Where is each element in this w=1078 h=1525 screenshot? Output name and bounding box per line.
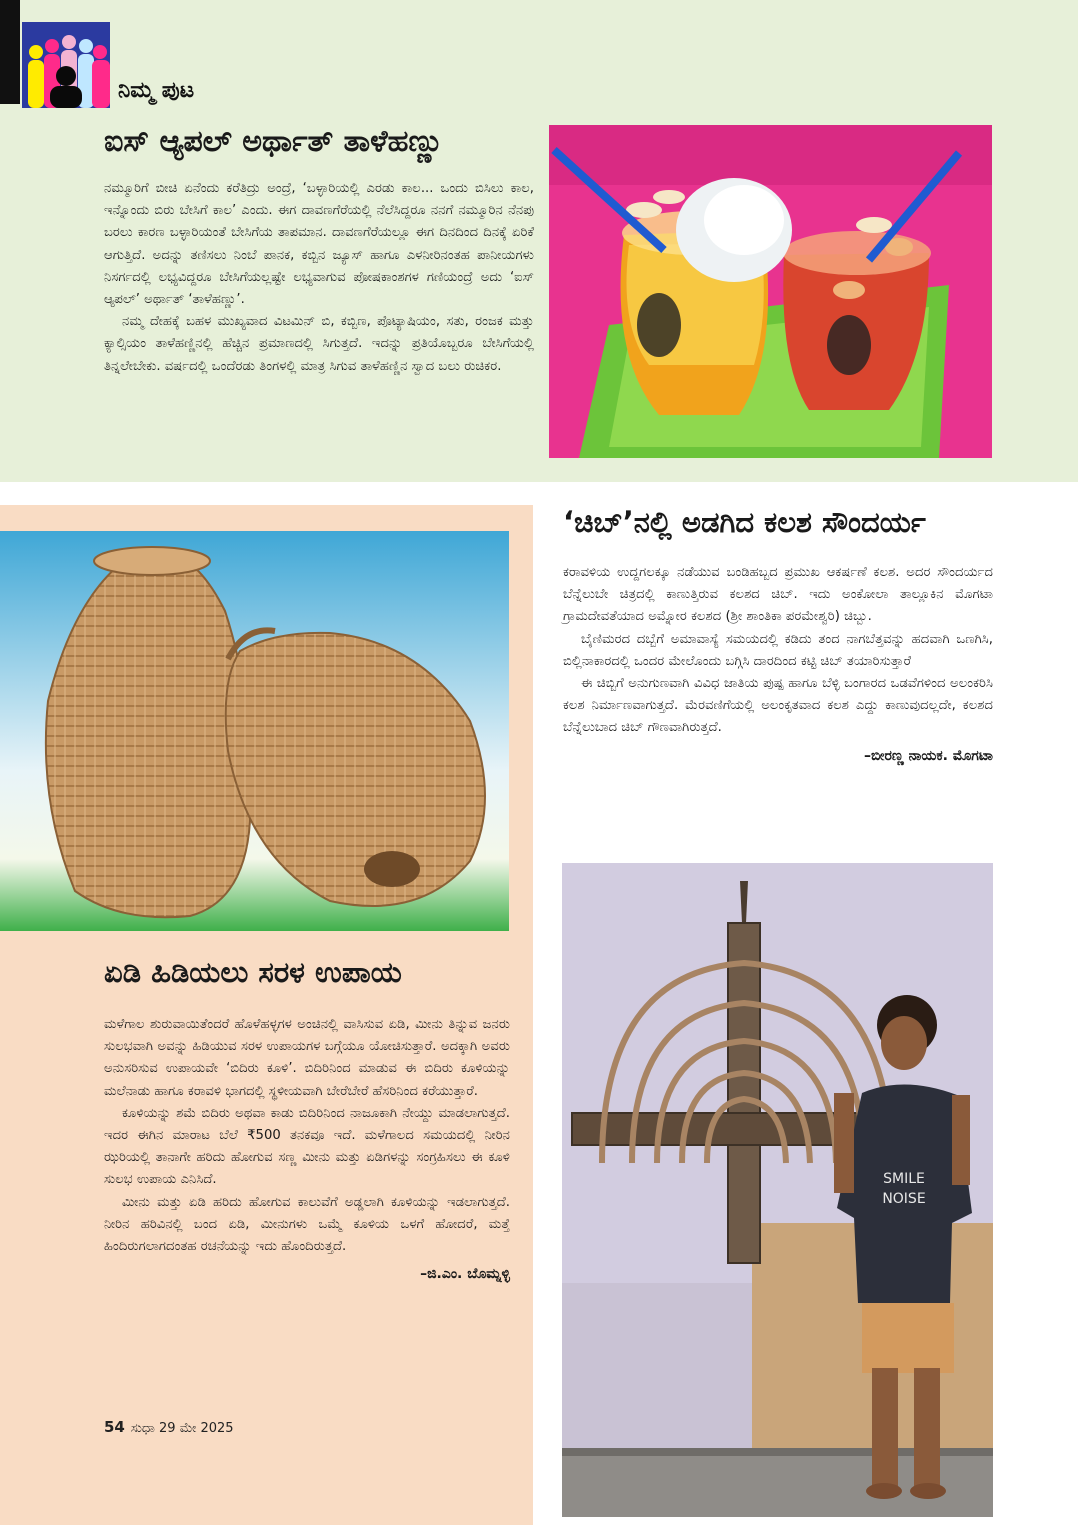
section-label: ನಿಮ್ಮ ಪುಟ xyxy=(118,78,195,103)
paragraph: ಕರಾವಳಿಯ ಉದ್ದಗಲಕ್ಕೂ ನಡೆಯುವ ಬಂಡಿಹಬ್ಬದ ಪ್ರಮುಖ ಆಕರ್ಷಣೆ ಕಲಶ. ಅದರ ಸೌಂದರ್ಯದ ಬೆನ್ನೆಲುಬೇ ಚಿತ್ರದಲ್ಲಿ ಕಾಣುತ್ತಿರುವ ಕಲಶದ ಚಿಬ್. ಇದು ಅಂಕೋಲಾ ತಾಲ್ಲೂಕಿನ ಮೊಗಟಾ ಗ್ರಾಮದೇವತೆಯಾದ ಅಮ್ನೋರ ಕಲಶದ (ಶ್ರೀ ಶಾಂತಿಕಾ ಪರಮೇಶ್ವರಿ) ಚಿಬ್ಬು. xyxy=(563,565,993,625)
paragraph: ಬೈಣಿಮರದ ದಬ್ಬೆಗೆ ಅಮಾವಾಸ್ಯೆ ಸಮಯದಲ್ಲಿ ಕಡಿದು ತಂದ ನಾಗಬೆತ್ತವನ್ನು ಹದವಾಗಿ ಒಣಗಿಸಿ, ಬಿಲ್ಲಿನಾಕಾರದಲ್ಲಿ ಒಂದರ ಮೇಲೊಂದು ಬಗ್ಗಿಸಿ ದಾರದಿಂದ ಕಟ್ಟಿ ಚಿಬ್ ತಯಾರಿಸುತ್ತಾರೆ xyxy=(563,631,993,669)
paragraph: ನಮ್ಮ ದೇಹಕ್ಕೆ ಬಹಳ ಮುಖ್ಯವಾದ ವಿಟಮಿನ್ ಬಿ, ಕಬ್ಬಿಣ, ಪೊಟ್ಯಾಷಿಯಂ, ಸತು, ರಂಜಕ ಮತ್ತು ಕ್ಯಾಲ್ಸಿಯಂ ತಾಳೆಹಣ್ಣಿನಲ್ಲಿ ಹೆಚ್ಚಿನ ಪ್ರಮಾಣದಲ್ಲಿ ಸಿಗುತ್ತದೆ. ಇದನ್ನು ಪ್ರತಿಯೊಬ್ಬರೂ ಬೇಸಿಗೆಯಲ್ಲಿ ತಿನ್ನಲೇಬೇಕು. ವರ್ಷದಲ್ಲಿ ಒಂದೆರಡು ತಿಂಗಳಲ್ಲಿ ಮಾತ್ರ ಸಿಗುವ ತಾಳೆಹಣ್ಣಿನ ಸ್ವಾದ ಬಲು ರುಚಿಕರ. xyxy=(104,314,534,374)
byline: –ಜಿ.ಎಂ. ಬೊಮ್ನಳ್ಳಿ xyxy=(420,1266,510,1283)
article-title-crab-trap: ಏಡಿ ಹಿಡಿಯಲು ಸರಳ ಉಪಾಯ xyxy=(104,955,402,989)
paragraph: ಈ ಚಿಬ್ಬಿಗೆ ಅನುಗುಣವಾಗಿ ವಿವಿಧ ಜಾತಿಯ ಪುಷ್ಪ ಹಾಗೂ ಬೆಳ್ಳಿ ಬಂಗಾರದ ಒಡವೆಗಳಿಂದ ಅಲಂಕರಿಸಿ ಕಲಶ ನಿರ್ಮಾಣವಾಗುತ್ತದೆ. ಮೆರವಣಿಗೆಯಲ್ಲಿ ಅಲಂಕೃತವಾದ ಕಲಶ ಎದ್ದು ಕಾಣುವುದಲ್ಲದೇ, ಕಲಶದ ಬೆನ್ನೆಲುಬಾದ ಚಿಬ್ ಗೌಣವಾಗಿರುತ್ತದೆ. xyxy=(563,676,993,736)
article-title-chib: ‘ಚಿಬ್’ನಲ್ಲಿ ಅಡಗಿದ ಕಲಶ ಸೌಂದರ್ಯ xyxy=(563,505,926,539)
article-body-crab-trap xyxy=(104,1014,510,1282)
article-body-ice-apple xyxy=(104,178,534,378)
section-logo xyxy=(22,22,110,108)
article-title-ice-apple: ಐಸ್ ಆ್ಯಪಲ್ ಅರ್ಥಾತ್ ತಾಳೆಹಣ್ಣು xyxy=(104,124,444,159)
corner-bar xyxy=(0,0,20,104)
page-footer xyxy=(104,1418,234,1436)
article-body-chib xyxy=(563,562,993,764)
byline: –ಬೀರಣ್ಣ ನಾಯಕ. ಮೊಗಟಾ xyxy=(864,747,993,764)
shirt-print-text: SMILE xyxy=(883,1171,925,1187)
chib-frame-photo xyxy=(562,863,993,1517)
ice-apple-drinks-photo xyxy=(549,125,992,458)
shirt-print-text: NOISE xyxy=(882,1191,926,1207)
issue-info: ಸುಧಾ 29 ಮೇ 2025 xyxy=(130,1421,234,1436)
paragraph: ಮಳೆಗಾಲ ಶುರುವಾಯಿತೆಂದರೆ ಹೊಳೆಹಳ್ಳಗಳ ಅಂಚಿನಲ್ಲಿ ವಾಸಿಸುವ ಏಡಿ, ಮೀನು ತಿನ್ನುವ ಜನರು ಸುಲಭವಾಗಿ ಅವನ್ನು ಹಿಡಿಯುವ ಸರಳ ಉಪಾಯಗಳ ಬಗ್ಗೆಯೂ ಯೋಚಿಸುತ್ತಾರೆ. ಅದಕ್ಕಾಗಿ ಅವರು ಅನುಸರಿಸುವ ಉಪಾಯವೇ ‘ಬಿದಿರು ಕೂಳಿ’. ಬಿದಿರಿನಿಂದ ಮಾಡುವ ಈ ಬಿದಿರು ಕೂಳಿಯನ್ನು ಮಲೆನಾಡು ಹಾಗೂ ಕರಾವಳಿ ಭಾಗದಲ್ಲಿ ಸ್ಥಳೀಯವಾಗಿ ಬೇರೆಬೇರೆ ಹೆಸರಿನಿಂದ ಕರೆಯುತ್ತಾರೆ. xyxy=(104,1017,510,1099)
bamboo-trap-photo xyxy=(0,531,509,931)
paragraph: ಮೀನು ಮತ್ತು ಏಡಿ ಹರಿದು ಹೋಗುವ ಕಾಲುವೆಗೆ ಅಡ್ಡಲಾಗಿ ಕೂಳಿಯನ್ನು ಇಡಲಾಗುತ್ತದೆ. ನೀರಿನ ಹರಿವಿನಲ್ಲಿ ಬಂದ ಏಡಿ, ಮೀನುಗಳು ಒಮ್ಮೆ ಕೂಳಿಯ ಒಳಗೆ ಹೋದರೆ, ಮತ್ತೆ ಹಿಂದಿರುಗಲಾಗದಂತಹ ರಚನೆಯನ್ನು ಇದು ಹೊಂದಿರುತ್ತದೆ. xyxy=(104,1194,510,1255)
paragraph: ನಮ್ಮೂರಿಗೆ ಬೀಚಿ ಏನೆಂದು ಕರೆತಿದ್ರು ಅಂದ್ರೆ, ‘ಬಳ್ಳಾರಿಯಲ್ಲಿ ಎರಡು ಕಾಲ... ಒಂದು ಬಿಸಿಲು ಕಾಲ, ಇನ್ನೊಂದು ಬಿರು ಬೇಸಿಗೆ ಕಾಲ’ ಎಂದು. ಈಗ ದಾವಣಗೆರೆಯಲ್ಲಿ ನೆಲೆಸಿದ್ದರೂ ನನಗೆ ನಮ್ಮೂರಿನ ನೆನಪು ಬರಲು ಕಾರಣ ಬಳ್ಳಾರಿಯಂತೆ ಬೇಸಿಗೆಯ ತಾಪಮಾನ. ದಾವಣಗೆರೆಯಲ್ಲೂ ಈಗ ದಿನದಿಂದ ದಿನಕ್ಕೆ ಏರಿಕೆ ಆಗುತ್ತಿದೆ. ಅದನ್ನು ತಣಿಸಲು ನಿಂಬೆ ಪಾನಕ, ಕಬ್ಬಿನ ಜ್ಯೂಸ್ ಹಾಗೂ ಎಳನೀರಿನಂತಹ ಪಾನೀಯಗಳು ನಿಸರ್ಗದಲ್ಲಿ ಲಭ್ಯವಿದ್ದರೂ ಬೇಸಿಗೆಯಲ್ಲಷ್ಟೇ ಲಭ್ಯವಾಗುವ ಪೋಷಕಾಂಶಗಳ ಗಣಿಯಂದ್ರೆ ಅದು ‘ಐಸ್ ಆ್ಯಪಲ್’ ಅರ್ಥಾತ್ ‘ತಾಳೆಹಣ್ಣು’. xyxy=(104,181,534,308)
paragraph: ಕೂಳಿಯನ್ನು ಶಮೆ ಬಿದಿರು ಅಥವಾ ಕಾಡು ಬಿದಿರಿನಿಂದ ನಾಜೂಕಾಗಿ ನೇಯ್ದು ಮಾಡಲಾಗುತ್ತದೆ. ಇದರ ಈಗಿನ ಮಾರಾಟ ಬೆಲೆ ₹500 ತನಕವೂ ಇದೆ. ಮಳೆಗಾಲದ ಸಮಯದಲ್ಲಿ ನೀರಿನ ಝರಿಯಲ್ಲಿ ತಾನಾಗೇ ಹರಿದು ಹೋಗುವ ಸಣ್ಣ ಮೀನು ಮತ್ತು ಏಡಿಗಳನ್ನು ಸಂಗ್ರಹಿಸಲು ಈ ಕೂಳಿ ಸುಲಭ ಉಪಾಯ ಎನಿಸಿದೆ. xyxy=(104,1105,510,1188)
page-number: 54 xyxy=(104,1418,125,1436)
